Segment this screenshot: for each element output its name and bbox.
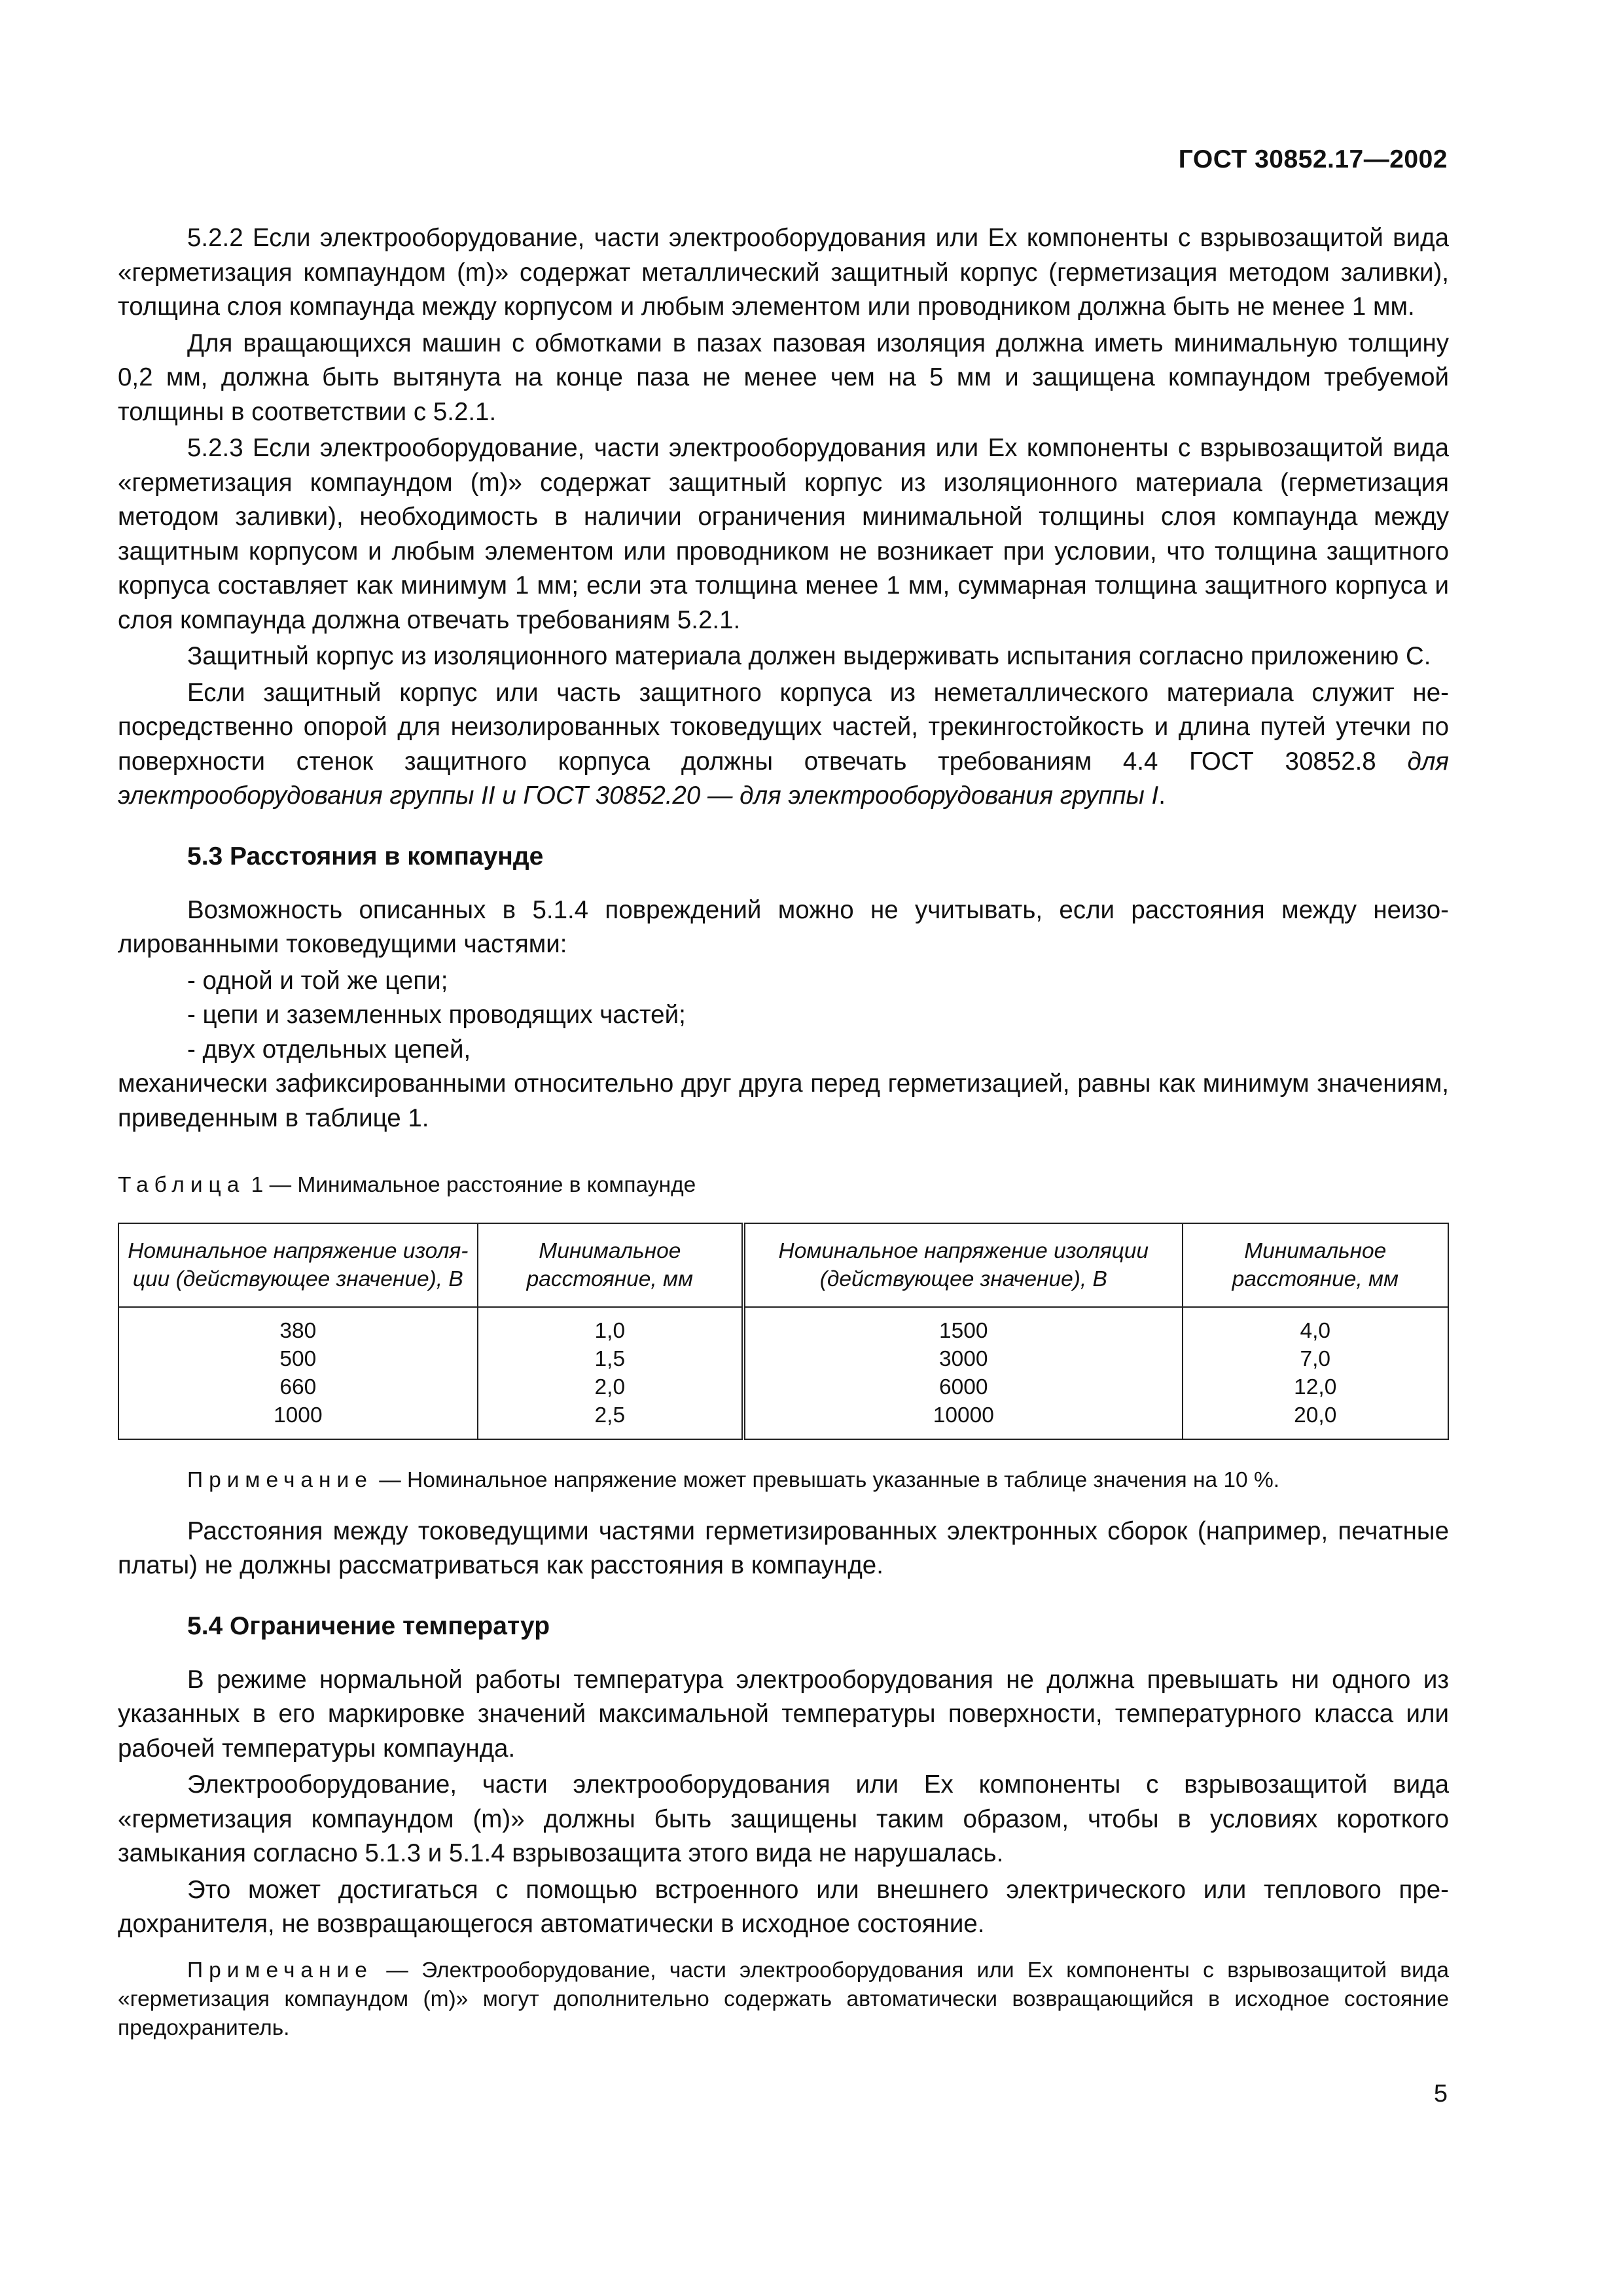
table-header-cell: Минимальное расстояние, мм xyxy=(478,1223,743,1307)
table-cell: 2,0 xyxy=(594,1374,626,1399)
table-caption: Таблица 1 — Минимальное расстояние в компаунде xyxy=(118,1173,696,1197)
table-cell: 500 xyxy=(279,1346,317,1371)
paragraph-5-4-fuse: Это может достигаться с помощью встроенного или внешнего электрического или теплового предохранителя, не возвращающегося автоматически в исходное состояние. xyxy=(118,1875,1449,1938)
paragraph-5-3-continuation: механически зафиксированными относительно друг друга перед герметизацией, равны как минимум значениям, приведенным в таблице 1. xyxy=(118,1069,1449,1132)
table-cell: 20,0 xyxy=(1294,1403,1337,1427)
table-cell: 660 xyxy=(279,1374,317,1399)
table-cell: 3000 xyxy=(939,1346,988,1371)
document-header: ГОСТ 30852.17—2002 xyxy=(1178,145,1448,173)
table-cell: 10000 xyxy=(933,1403,994,1427)
paragraph-pcb-distances: Расстояния между токоведущими частями герметизированных электронных сборок (например, печатные платы) не должны рассматриваться как расстояния в компаунде. xyxy=(118,1516,1449,1579)
list-item: - цепи и заземленных проводящих частей; xyxy=(187,1001,686,1029)
table-header-cell: Минимальное расстояние, мм xyxy=(1183,1223,1448,1307)
distance-column-1 xyxy=(478,1307,743,1439)
table-header-cell: Номинальное напряжение изоляции (действующее значение), В xyxy=(118,1223,478,1307)
page-content xyxy=(118,221,1449,2062)
min-distance-table xyxy=(118,1223,1449,1440)
paragraph-5-2-2: 5.2.2 Если электрооборудование, части электрооборудования или Ex компоненты с взрывозащитой вида «герметизация компаундом (m)» содержат металлический защитный корпус (герметизация методом заливки), толщина слоя компаунда между корпусом и любым элементом или проводником должна быть не менее 1 мм. xyxy=(118,224,1449,321)
paragraph-nonmetallic-enclosure: Если защитный корпус или часть защитного корпуса из неметаллического материала служит непосредственно опорой для неизолированных токоведущих частей, трекингостойкость и длина путей утечки по поверхности стенок защитного корпуса должны отвечать требованиям 4.4 ГОСТ 30852.8 для электрооборудования группы II и ГОСТ 30852.20 — для электрооборудования группы I. xyxy=(118,678,1449,810)
paragraph-5-4-normal-operation: В режиме нормальной работы температура электрооборудования не должна превышать ни одного из указанных в его маркировке значений максимальной температуры поверхности, температурного класса или рабочей температуры компаунда. xyxy=(118,1665,1449,1763)
section-heading-5-4: 5.4 Ограничение температур xyxy=(187,1611,550,1640)
voltage-column-2 xyxy=(743,1307,1183,1439)
list-item: - двух отдельных цепей, xyxy=(187,1035,471,1064)
paragraph-5-4-short-circuit: Электрооборудование, части электрооборудования или Ex компоненты с взрывозащитой вида «герметизация компаундом (m)» должны быть защищены таким образом, чтобы в условиях короткого замыкания согласно 5.1.3 и 5.1.4 взрывозащита этого вида не нарушалась. xyxy=(118,1770,1449,1867)
table-note: Примечание — Номинальное напряжение может превышать указанные в таблице значения на 10 %. xyxy=(187,1467,1280,1492)
table-cell: 380 xyxy=(279,1318,317,1343)
voltage-column-1 xyxy=(118,1307,478,1439)
table-cell: 1,0 xyxy=(594,1318,626,1343)
section-note: Примечание — Электрооборудование, части электрооборудования или Ex компоненты с взрывозащитой вида «герметизация компаундом (m)» могут дополнительно содержать автоматически возвращающийся в исходное состояние предохранитель. xyxy=(118,1958,1449,2040)
table-cell: 7,0 xyxy=(1300,1346,1331,1371)
table-row xyxy=(118,1307,1448,1439)
table-cell: 4,0 xyxy=(1300,1318,1331,1343)
paragraph-5-3-intro: Возможность описанных в 5.1.4 повреждений можно не учитывать, если расстояния между неизолированными токоведущими частями: xyxy=(118,895,1449,958)
section-heading-5-3: 5.3 Расстояния в компаунде xyxy=(187,842,544,870)
paragraph-rotating-machines: Для вращающихся машин с обмотками в пазах пазовая изоляция должна иметь минимальную толщину 0,2 мм, должна быть вытянута на конце паза не менее чем на 5 мм и защищена компаундом требуемой толщины в соответствии с 5.2.1. xyxy=(118,329,1449,426)
table-cell: 2,5 xyxy=(594,1403,626,1427)
page-number: 5 xyxy=(1433,2080,1448,2108)
distance-column-2 xyxy=(1183,1307,1448,1439)
table-cell: 1500 xyxy=(939,1318,988,1343)
table-cell: 1,5 xyxy=(594,1346,626,1371)
paragraph-insulating-enclosure: Защитный корпус из изоляционного материала должен выдерживать испытания согласно приложению С. xyxy=(187,642,1431,670)
paragraph-5-2-3: 5.2.3 Если электрооборудование, части электрооборудования или Ex компоненты с взрывозащитой вида «герметизация компаундом (m)» содержат защитный корпус из изоляционного материала (герметизация методом заливки), необходимость в наличии ограничения минимальной толщины слоя компаунда между защитным корпусом и любым элементом или проводником не возникает при условии, что толщина защитного корпуса составляет как минимум 1 мм; если эта толщина менее 1 мм, суммарная толщина защитного корпуса и слоя компаунда должна отвечать требованиям 5.2.1. xyxy=(118,434,1449,634)
table-cell: 12,0 xyxy=(1294,1374,1337,1399)
table-header-cell: Номинальное напряжение изоляции (действующее значение), В xyxy=(743,1223,1183,1307)
table-cell: 1000 xyxy=(274,1403,323,1427)
list-item: - одной и той же цепи; xyxy=(187,966,448,995)
table-cell: 6000 xyxy=(939,1374,988,1399)
